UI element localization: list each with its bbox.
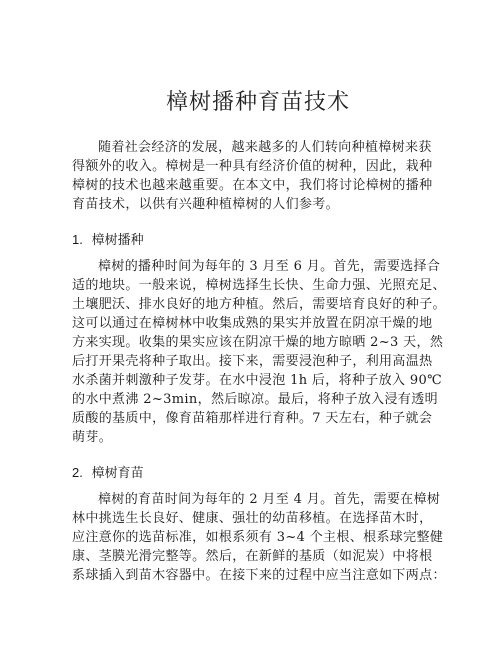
paragraph-line: 樟树的播种时间为每年的 3 月至 6 月。首先，需要选择合 bbox=[98, 259, 441, 274]
section-number: 1. bbox=[72, 232, 83, 247]
paragraph-line: 的水中煮沸 2~3min，然后晾凉。最后，将种子放入浸有透明 bbox=[72, 392, 438, 407]
section-title: 樟树育苗 bbox=[91, 465, 144, 480]
paragraph-line: 后打开果壳将种子取出。接下来，需要浸泡种子，利用高温热 bbox=[72, 354, 433, 369]
paragraph-line: 适的地块。一般来说，樟树选择生长快、生命力强、光照充足、 bbox=[72, 278, 446, 293]
section-paragraph bbox=[72, 257, 444, 447]
section-heading bbox=[72, 463, 444, 482]
paragraph-line: 萌芽。 bbox=[72, 430, 113, 445]
paragraph-line: 水杀菌并刺激种子发芽。在水中浸泡 1h 后，将种子放入 90℃ bbox=[72, 373, 442, 388]
paragraph-line: 随着社会经济的发展，越来越多的人们转向种植樟树来获 bbox=[98, 140, 432, 155]
intro-paragraph bbox=[72, 138, 444, 214]
paragraph-line: 育苗技术，以供有兴趣种植樟树的人们参考。 bbox=[72, 197, 340, 212]
section-paragraph bbox=[72, 490, 444, 585]
paragraph-line: 樟树的技术也越来越重要。在本文中，我们将讨论樟树的播种 bbox=[72, 178, 433, 193]
paragraph-line: 土壤肥沃、排水良好的地方种植。然后，需要培育良好的种子。 bbox=[72, 297, 446, 312]
paragraph-line: 系球插入到苗木容器中。在接下来的过程中应当注意如下两点： bbox=[72, 568, 446, 583]
paragraph-line: 这可以通过在樟树林中收集成熟的果实并放置在阴凉干燥的地 bbox=[72, 316, 433, 331]
paragraph-line: 质酸的基质中，像育苗箱那样进行育种。7 天左右，种子就会 bbox=[72, 411, 433, 426]
section-number: 2. bbox=[72, 465, 83, 480]
paragraph-line: 得额外的收入。樟树是一种具有经济价值的树种，因此，栽种 bbox=[72, 159, 433, 174]
section-title: 樟树播种 bbox=[91, 232, 144, 247]
section-heading bbox=[72, 230, 444, 249]
paragraph-line: 林中挑选生长良好、健康、强壮的幼苗移植。在选择苗木时， bbox=[72, 511, 433, 526]
paragraph-line: 应注意你的选苗标准，如根系须有 3~4 个主根、根系球完整健 bbox=[72, 530, 444, 545]
paragraph-line: 康、茎膜光滑完整等。然后，在新鲜的基质（如泥炭）中将根 bbox=[72, 549, 433, 564]
paragraph-line: 樟树的育苗时间为每年的 2 月至 4 月。首先，需要在樟树 bbox=[98, 492, 441, 507]
document-title: 樟树播种育苗技术 bbox=[165, 90, 350, 115]
paragraph-line: 方来实现。收集的果实应该在阴凉干燥的地方晾晒 2~3 天，然 bbox=[72, 335, 444, 350]
